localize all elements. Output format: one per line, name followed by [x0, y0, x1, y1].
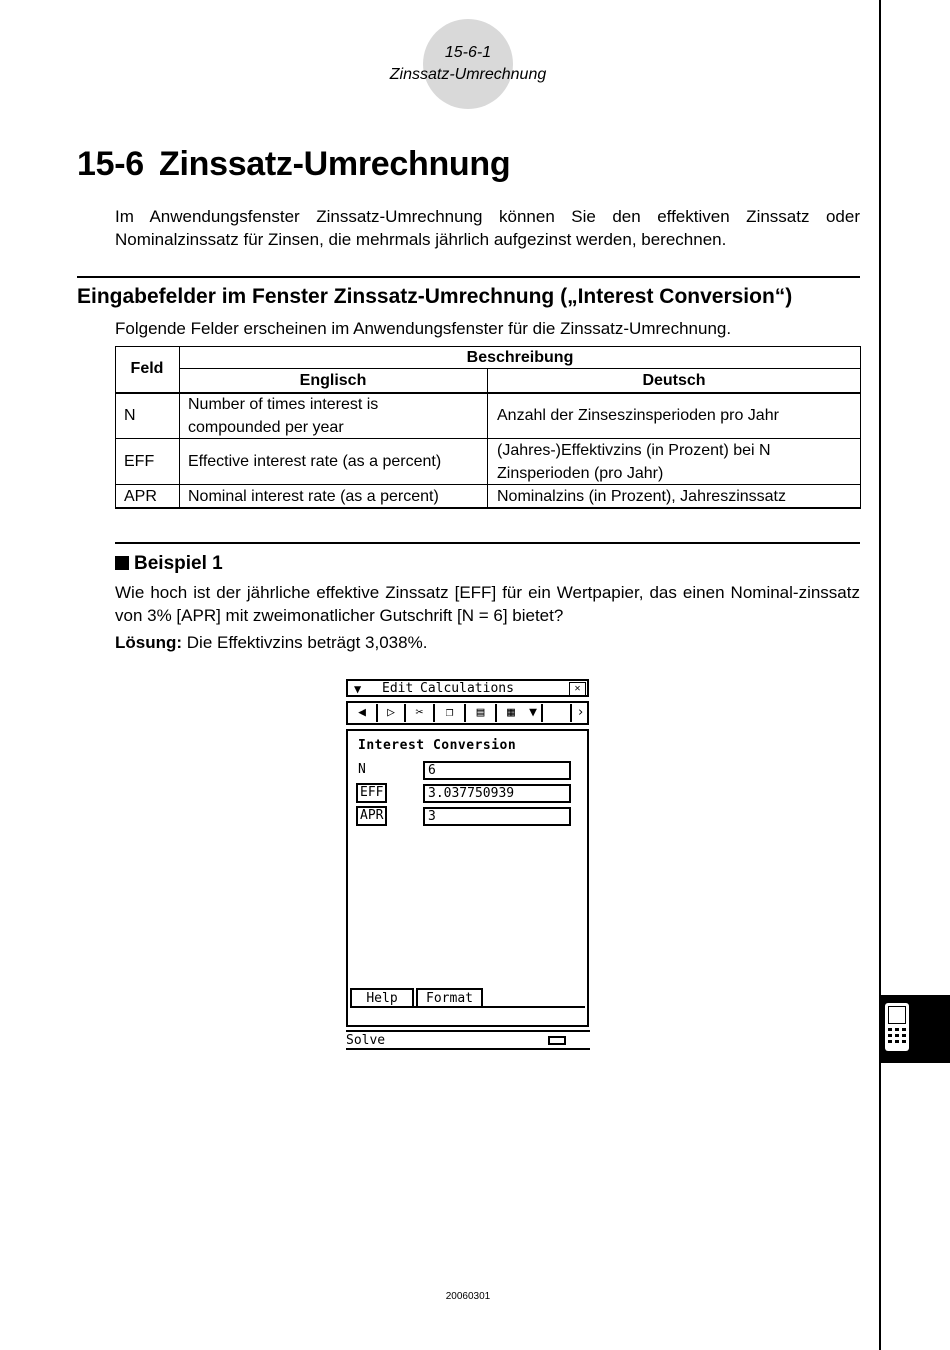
table-header-englisch: Englisch — [299, 372, 367, 389]
field-eff-input[interactable]: 3.037750939 — [423, 784, 571, 803]
solution-text: Die Effektivzins beträgt 3,038%. — [182, 633, 428, 652]
footer-code: 20060301 — [445, 1291, 491, 1302]
menu-edit[interactable]: Edit — [382, 681, 414, 696]
close-icon[interactable]: ✕ — [569, 682, 586, 697]
square-bullet-icon — [115, 556, 129, 570]
fields-table — [115, 346, 861, 509]
copy-icon[interactable]: ❐ — [435, 704, 466, 722]
margin-rule — [879, 0, 881, 1350]
field-apr-input[interactable]: 3 — [423, 807, 571, 826]
app-title: Interest Conversion — [358, 738, 517, 753]
run-icon[interactable]: ▷ — [378, 704, 406, 722]
header-section-title: Zinssatz-Umrechnung — [389, 66, 547, 83]
field-label-n: N — [358, 762, 366, 777]
menu-arrow-icon[interactable]: ▼ — [354, 682, 362, 696]
table-cell-en: Effective interest rate (as a percent) — [188, 453, 442, 470]
field-eff-button[interactable]: EFF — [356, 783, 387, 803]
table-border-right — [860, 346, 861, 509]
tab-help[interactable]: Help — [350, 988, 414, 1006]
chapter-tab — [881, 995, 950, 1063]
section-intro: Folgende Felder erscheinen im Anwendungsfenster für die Zinssatz-Umrechnung. — [115, 319, 732, 338]
menu-calculations[interactable]: Calculations — [420, 681, 514, 696]
table-cell-feld: EFF — [124, 453, 155, 470]
menu-bar — [346, 679, 589, 697]
table-cell-de: Nominalzins (in Prozent), Jahreszinssatz — [497, 488, 786, 505]
title-text: Zinssatz-Umrechnung — [159, 145, 511, 183]
table-cell-feld: APR — [124, 488, 157, 505]
back-icon[interactable]: ◀ — [348, 704, 378, 722]
tab-format[interactable]: Format — [416, 988, 483, 1006]
tabs-baseline — [350, 1006, 585, 1008]
scroll-right-icon[interactable]: › — [570, 704, 589, 722]
status-text: Solve — [346, 1033, 386, 1048]
title-number: 15-6 — [77, 145, 144, 183]
calculator-screenshot — [346, 678, 592, 1052]
intro-paragraph: Im Anwendungsfenster Zinssatz-Umrechnung können Sie den effektiven Zinssatz oder Nominalzinssatz für Zinsen, die mehrmals jährlich aufgezinst werden, berechnen. — [115, 207, 860, 249]
section-heading: Eingabefelder im Fenster Zinssatz-Umrechnung („Interest Conversion“) — [77, 285, 793, 308]
status-bar — [346, 1030, 590, 1050]
table-cell-de: Anzahl der Zinseszinsperioden pro Jahr — [497, 407, 779, 424]
table-cell-en: Number of times interest is compounded per year — [188, 396, 379, 436]
keyboard-icon[interactable]: ▦ — [507, 705, 515, 720]
header-section-number: 15-6-1 — [444, 44, 492, 61]
section-rule — [77, 276, 860, 278]
header-tab-circle — [423, 19, 513, 109]
table-cell-de: (Jahres-)Effektivzins (in Prozent) bei N Zinsperioden (pro Jahr) — [497, 442, 771, 482]
page-title — [77, 145, 510, 184]
table-header-beschreibung: Beschreibung — [466, 349, 574, 366]
field-n-input[interactable]: 6 — [423, 761, 571, 780]
battery-icon — [548, 1036, 566, 1045]
toolbar — [346, 701, 589, 725]
table-header-feld: Feld — [130, 360, 164, 377]
table-header-deutsch: Deutsch — [642, 372, 706, 389]
calculator-icon — [884, 1002, 910, 1052]
table-cell-en: Nominal interest rate (as a percent) — [188, 488, 439, 505]
paste-icon[interactable]: ▤ — [466, 704, 497, 722]
table-cell-feld: N — [124, 407, 136, 424]
field-apr-button[interactable]: APR — [356, 806, 387, 826]
solution-label: Lösung: — [115, 633, 183, 652]
cut-icon[interactable]: ✂ — [406, 704, 435, 722]
chevron-down-icon[interactable]: ▼ — [525, 704, 543, 722]
example-solution — [115, 633, 427, 653]
example-heading-text: Beispiel 1 — [134, 553, 223, 574]
example-rule — [115, 542, 860, 544]
example-heading — [115, 553, 223, 575]
example-question: Wie hoch ist der jährliche effektive Zinssatz [EFF] für ein Wertpapier, das einen Nominal-zinssatz von 3% [APR] mit zweimonatlicher Gutschrift [N = 6] bietet? — [115, 583, 860, 625]
app-window — [346, 729, 589, 1027]
